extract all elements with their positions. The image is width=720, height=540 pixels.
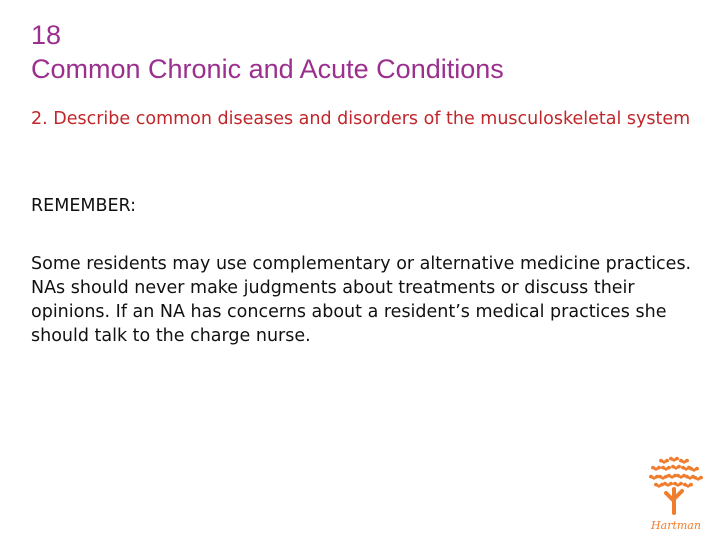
heart-tree-icon <box>642 455 710 535</box>
logo-wordmark: Hartman <box>651 519 701 532</box>
hartman-logo <box>642 455 710 535</box>
slide-title <box>31 18 504 86</box>
remember-label: REMEMBER: <box>31 196 137 216</box>
chapter-number: 18 <box>31 20 62 50</box>
body-paragraph: Some residents may use complementary or alternative medicine practices. NAs should never make judgments about treatments or discuss their opinions. If an NA has concerns about a resident’s medical practices she should talk to the charge nurse. <box>31 254 692 346</box>
chapter-title: Common Chronic and Acute Conditions <box>31 54 504 84</box>
learning-objective: 2. Describe common diseases and disorders of the musculoskeletal system <box>31 109 691 129</box>
